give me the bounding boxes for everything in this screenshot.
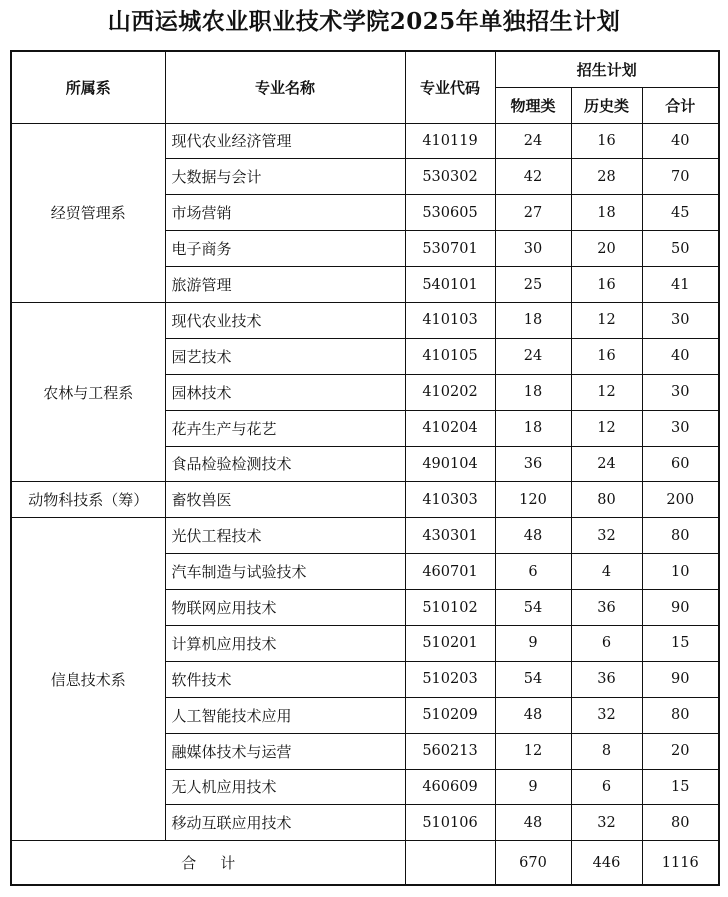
major-name: 人工智能技术应用 [165,697,405,733]
row-total: 20 [642,733,719,769]
major-name: 现代农业经济管理 [165,123,405,159]
row-total: 41 [642,267,719,303]
grand-total-sum: 1116 [642,841,719,885]
major-name: 食品检验检测技术 [165,446,405,482]
table-body [11,123,719,841]
major-name: 汽车制造与试验技术 [165,554,405,590]
header-plan: 招生计划 [495,51,719,87]
table-row [11,482,719,518]
history-count: 32 [571,805,642,841]
row-total: 30 [642,302,719,338]
history-count: 12 [571,374,642,410]
major-code: 460609 [405,769,495,805]
physics-count: 48 [495,805,571,841]
major-code: 510102 [405,590,495,626]
row-total: 40 [642,123,719,159]
row-total: 60 [642,446,719,482]
physics-count: 24 [495,338,571,374]
header-subtotal: 合计 [642,87,719,123]
major-code: 490104 [405,446,495,482]
major-code: 510106 [405,805,495,841]
physics-count: 27 [495,195,571,231]
major-name: 现代农业技术 [165,302,405,338]
history-count: 32 [571,697,642,733]
department-name: 经贸管理系 [11,123,165,302]
major-name: 花卉生产与花艺 [165,410,405,446]
history-count: 16 [571,267,642,303]
physics-count: 18 [495,374,571,410]
physics-count: 42 [495,159,571,195]
major-name: 园林技术 [165,374,405,410]
header-major: 专业名称 [165,51,405,123]
grand-total-label: 合计 [11,841,405,885]
table-row [11,302,719,338]
major-name: 物联网应用技术 [165,590,405,626]
history-count: 16 [571,123,642,159]
history-count: 6 [571,769,642,805]
physics-count: 6 [495,554,571,590]
department-name: 信息技术系 [11,518,165,841]
department-name: 农林与工程系 [11,302,165,481]
history-count: 24 [571,446,642,482]
row-total: 200 [642,482,719,518]
table-row [11,123,719,159]
physics-count: 48 [495,697,571,733]
grand-total-history: 446 [571,841,642,885]
major-code: 510201 [405,625,495,661]
history-count: 28 [571,159,642,195]
major-name: 园艺技术 [165,338,405,374]
major-code: 410119 [405,123,495,159]
physics-count: 24 [495,123,571,159]
page-title: 山西运城农业职业技术学院2025年单独招生计划 [107,8,621,35]
major-name: 计算机应用技术 [165,625,405,661]
history-count: 16 [571,338,642,374]
history-count: 8 [571,733,642,769]
major-code: 410204 [405,410,495,446]
major-code: 540101 [405,267,495,303]
history-count: 32 [571,518,642,554]
major-name: 无人机应用技术 [165,769,405,805]
physics-count: 54 [495,590,571,626]
major-code: 410202 [405,374,495,410]
major-code: 430301 [405,518,495,554]
major-code: 410303 [405,482,495,518]
physics-count: 18 [495,302,571,338]
row-total: 90 [642,590,719,626]
row-total: 10 [642,554,719,590]
major-code: 530701 [405,231,495,267]
header-history: 历史类 [571,87,642,123]
major-code: 410105 [405,338,495,374]
history-count: 20 [571,231,642,267]
physics-count: 9 [495,769,571,805]
row-total: 80 [642,697,719,733]
header-dept: 所属系 [11,51,165,123]
grand-total-physics: 670 [495,841,571,885]
major-name: 旅游管理 [165,267,405,303]
row-total: 30 [642,410,719,446]
row-total: 80 [642,518,719,554]
physics-count: 120 [495,482,571,518]
physics-count: 25 [495,267,571,303]
physics-count: 36 [495,446,571,482]
major-code: 510209 [405,697,495,733]
physics-count: 12 [495,733,571,769]
header-physics: 物理类 [495,87,571,123]
grand-total-code-empty [405,841,495,885]
department-name: 动物科技系（筹） [11,482,165,518]
row-total: 70 [642,159,719,195]
major-code: 460701 [405,554,495,590]
history-count: 12 [571,302,642,338]
major-code: 530302 [405,159,495,195]
row-total: 15 [642,625,719,661]
history-count: 12 [571,410,642,446]
physics-count: 9 [495,625,571,661]
major-name: 移动互联应用技术 [165,805,405,841]
physics-count: 54 [495,661,571,697]
history-count: 4 [571,554,642,590]
major-code: 560213 [405,733,495,769]
history-count: 36 [571,590,642,626]
row-total: 50 [642,231,719,267]
row-total: 40 [642,338,719,374]
major-code: 530605 [405,195,495,231]
major-name: 市场营销 [165,195,405,231]
history-count: 36 [571,661,642,697]
history-count: 80 [571,482,642,518]
enrollment-plan-table [10,50,720,886]
major-name: 软件技术 [165,661,405,697]
major-name: 光伏工程技术 [165,518,405,554]
table-row [11,518,719,554]
major-code: 510203 [405,661,495,697]
major-name: 大数据与会计 [165,159,405,195]
history-count: 18 [571,195,642,231]
major-code: 410103 [405,302,495,338]
physics-count: 48 [495,518,571,554]
header-code: 专业代码 [405,51,495,123]
history-count: 6 [571,625,642,661]
row-total: 45 [642,195,719,231]
physics-count: 30 [495,231,571,267]
major-name: 电子商务 [165,231,405,267]
row-total: 15 [642,769,719,805]
row-total: 30 [642,374,719,410]
major-name: 融媒体技术与运营 [165,733,405,769]
physics-count: 18 [495,410,571,446]
major-name: 畜牧兽医 [165,482,405,518]
row-total: 90 [642,661,719,697]
row-total: 80 [642,805,719,841]
